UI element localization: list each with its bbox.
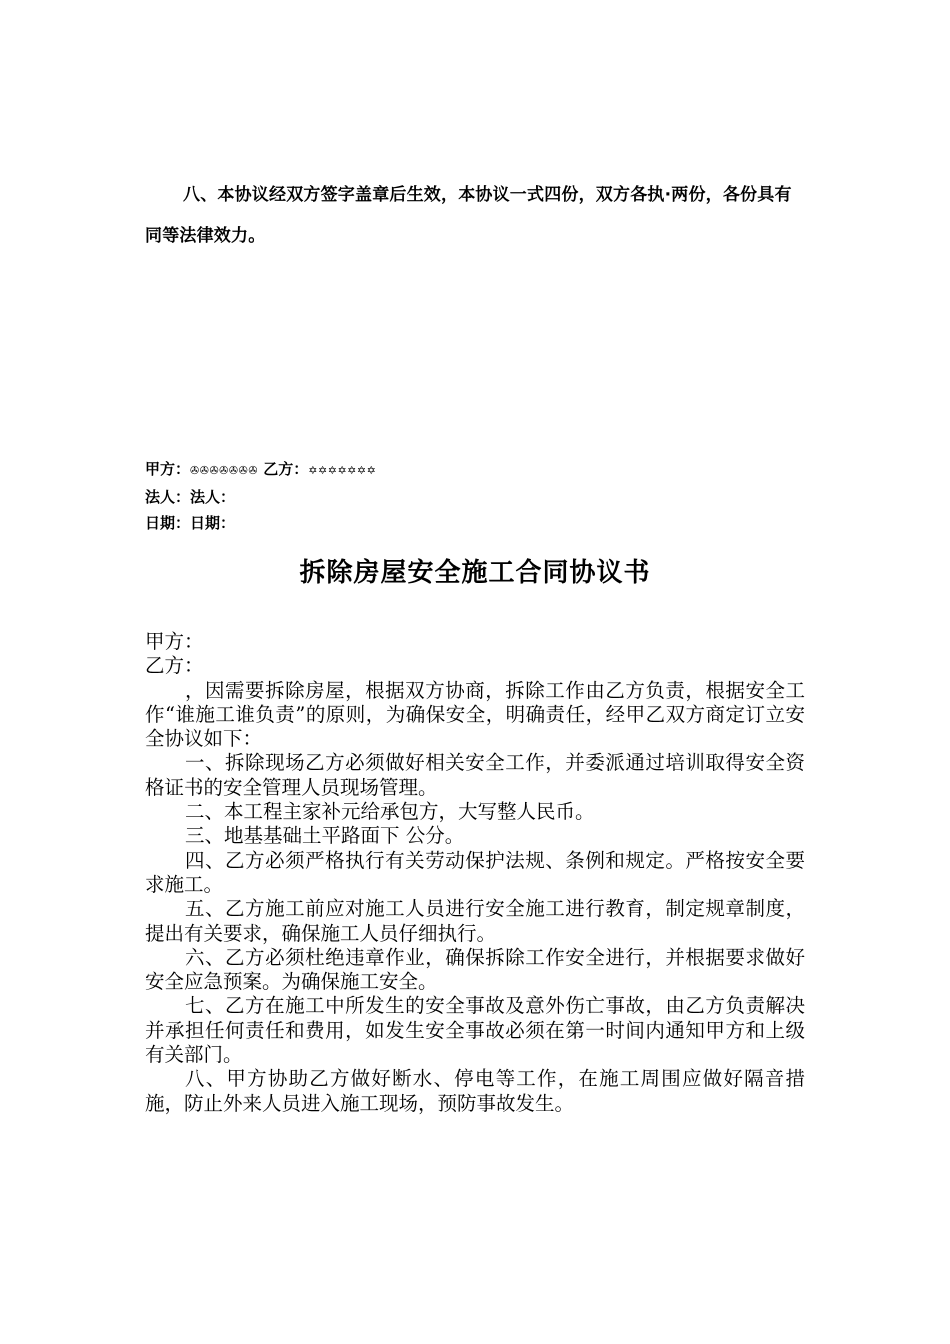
contract-paragraph: 五、乙方施工前应对施工人员进行安全施工进行教育，制定规章制度，提出有关要求，确保施工人员仔细执行。 — [145, 897, 805, 945]
contract-paragraph: 六、乙方必须杜绝违章作业，确保拆除工作安全进行，并根据要求做好安全应急预案。为确保施工安全。 — [145, 945, 805, 994]
party-b-sign-value: ✡✡✡✡✡✡✡ — [308, 464, 377, 477]
contract-paragraph: 四、乙方必须严格执行有关劳动保护法规、条例和规定。严格按安全要求施工。 — [145, 848, 805, 896]
party-a-sign-label: 甲方： — [145, 460, 191, 478]
contract-paragraph: 一、拆除现场乙方必须做好相关安全工作，并委派通过培训取得安全资格证书的安全管理人员现场管理。 — [145, 751, 805, 799]
party-b-line: 乙方： — [145, 654, 204, 678]
contract-paragraph: 七、乙方在施工中所发生的安全事故及意外伤亡事故，由乙方负责解决并承担任何责任和费用，如发生安全事故必须在第一时间内通知甲方和上级有关部门。 — [145, 994, 805, 1067]
document-title: 拆除房屋安全施工合同协议书 — [299, 558, 651, 589]
contract-paragraph: ，因需要拆除房屋，根据双方协商，拆除工作由乙方负责，根据安全工作“谁施工谁负责”的原则，为确保安全，明确责任，经甲乙双方商定订立安全协议如下： — [145, 678, 805, 751]
clause-eight-effective: 八、本协议经双方签字盖章后生效，本协议一式四份，双方各执·两份，各份具有同等法律效力。 — [145, 185, 792, 246]
party-b-sign-label: 乙方： — [263, 460, 309, 478]
legal-rep-line: 法人：法人： — [145, 488, 236, 506]
date-line: 日期：日期： — [145, 514, 236, 532]
signature-block — [145, 456, 376, 536]
contract-paragraph: 三、地基基础土平路面下 公分。 — [185, 824, 465, 848]
contract-paragraph: 八、甲方协助乙方做好断水、停电等工作，在施工周围应做好隔音措施，防止外来人员进入施工现场，预防事故发生。 — [145, 1067, 805, 1115]
contract-paragraph: 二、本工程主家补元给承包方，大写整人民币。 — [185, 800, 595, 824]
party-a-sign-value: ✇✇✇✇✇✇✇ — [190, 464, 259, 477]
contract-body — [145, 630, 805, 1116]
party-signature-line — [145, 456, 376, 484]
party-a-line: 甲方： — [145, 630, 204, 653]
